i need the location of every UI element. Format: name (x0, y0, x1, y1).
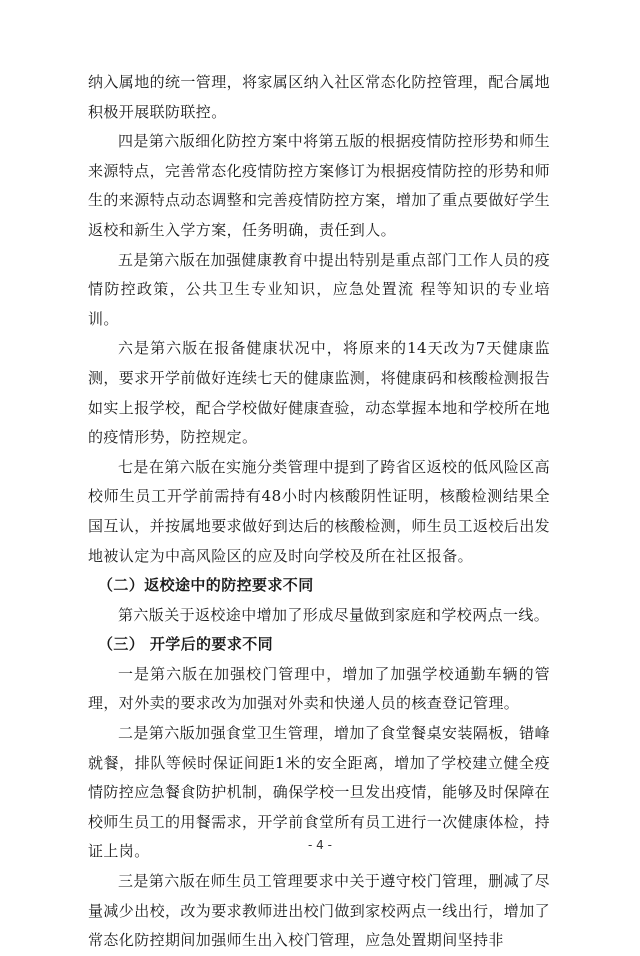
paragraph-item-four: 四是第六版细化防控方案中将第五版的根据疫情防控形势和师生来源特点，完善常态化疫情防控方案修订为根据疫情防控的形势和师生的来源特点动态调整和完善疫情防控方案，增加了重点要做好学生返校和新生入学方案，任务明确，责任到人。 (88, 132, 551, 239)
paragraph-continuation: 纳入属地的统一管理，将家属区纳入社区常态化防控管理，配合属地积极开展联防联控。 (88, 73, 551, 121)
paragraph-item-seven: 七是在第六版在实施分类管理中提到了跨省区返校的低风险区高校师生员工开学前需持有48小时内核酸阴性证明，核酸检测结果全国互认，并按属地要求做好到达后的核酸检测，师生员工返校后出发地被认定为中高风险区的应及时向学校及所在社区报备。 (88, 457, 551, 565)
paragraph-item-five: 五是第六版在加强健康教育中提出特别是重点部门工作人员的疫情防控政策，公共卫生专业知识，应急处置流 程等知识的专业培训。 (88, 250, 550, 328)
document-body (88, 68, 550, 956)
paragraph-item-six: 六是第六版在报备健康状况中，将原来的14天改为7天健康监测，要求开学前做好连续七天的健康监测，将健康码和核酸检测报告如实上报学校，配合学校做好健康查验，动态掌握本地和学校所在地的疫情形势，防控规定。 (88, 339, 551, 447)
paragraph-gate-management: 一是第六版在加强校门管理中，增加了加强学校通勤车辆的管理，对外卖的要求改为加强对外卖和快递人员的核查登记管理。 (88, 664, 550, 713)
paragraph-return-trip: 第六版关于返校途中增加了形成尽量做到家庭和学校两点一线。 (118, 605, 550, 624)
page-number: - 4 - (308, 838, 332, 852)
section-heading-three: （三） 开学后的要求不同 (98, 635, 274, 654)
paragraph-staff-management: 三是第六版在师生员工管理要求中关于遵守校门管理，删减了尽量减少出校，改为要求教师进出校门做到家校两点一线出行，增加了常态化防控期间加强师生出入校门管理，应急处置期间坚持非 (88, 872, 551, 950)
section-heading-two: （二）返校途中的防控要求不同 (98, 576, 314, 595)
paragraph-canteen-management: 二是第六版加强食堂卫生管理，增加了食堂餐桌安装隔板，错峰就餐，排队等候时保证间距1米的安全距离，增加了学校建立健全疫情防控应急餐食防护机制，确保学校一旦发出疫情，能够及时保障在校师生员工的用餐需求，开学前食堂所有员工进行一次健康体检，持证上岗。 (88, 724, 551, 861)
